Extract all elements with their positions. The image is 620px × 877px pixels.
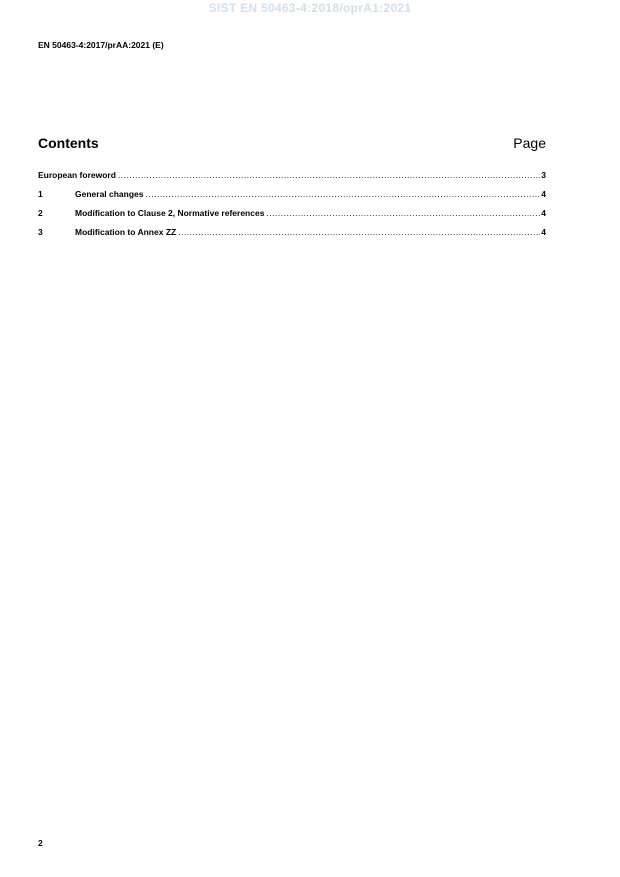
toc-entry-page: 4 — [541, 208, 546, 218]
toc-leader-dots — [178, 226, 540, 238]
toc-entry-title: Modification to Annex ZZ — [75, 227, 177, 237]
toc-entry-page: 4 — [541, 227, 546, 237]
toc-entry-number: 2 — [38, 208, 43, 218]
toc-leader-dots — [146, 188, 541, 200]
toc-entry-annex-zz[interactable] — [38, 226, 546, 245]
toc-entry-number: 1 — [38, 189, 43, 199]
toc-entry-european-foreword[interactable] — [38, 169, 546, 188]
toc-entry-title: European foreword — [38, 170, 116, 180]
document-reference: EN 50463-4:2017/prAA:2021 (E) — [38, 40, 164, 50]
contents-title: Contents — [38, 135, 99, 151]
toc-leader-dots — [266, 207, 540, 219]
contents-header — [38, 135, 546, 151]
watermark-text: SIST EN 50463-4:2018/oprA1:2021 — [208, 1, 412, 15]
toc-entry-page: 3 — [541, 170, 546, 180]
toc-entry-number: 3 — [38, 227, 43, 237]
toc-entry-page: 4 — [541, 189, 546, 199]
page-column-label: Page — [513, 135, 546, 151]
toc-entry-normative-references[interactable] — [38, 207, 546, 226]
toc-entry-general-changes[interactable] — [38, 188, 546, 207]
toc-entry-title: Modification to Clause 2, Normative references — [75, 208, 265, 218]
toc-leader-dots — [118, 169, 540, 181]
toc-entry-title: General changes — [75, 189, 144, 199]
table-of-contents — [38, 169, 546, 245]
page-number: 2 — [38, 838, 43, 848]
